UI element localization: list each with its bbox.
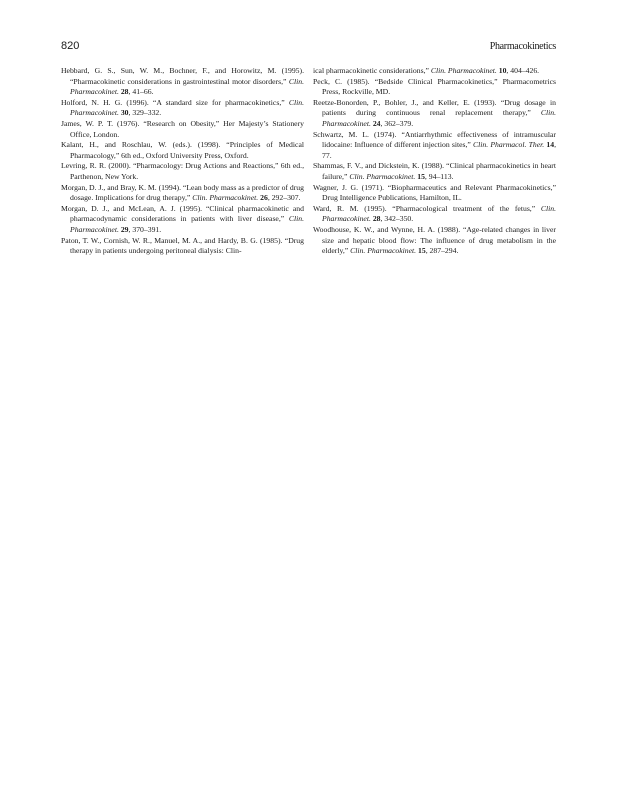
reference-text: James, W. P. T. (1976). “Research on Obesity,” Her Majesty’s Stationery Office, London. bbox=[61, 118, 304, 139]
reference-journal: Clin. Pharmacokinet. bbox=[70, 76, 304, 97]
reference-pages: , 94–113. bbox=[424, 171, 454, 181]
reference-journal: Clin. Pharmacokinet. bbox=[349, 171, 416, 181]
reference-entry bbox=[61, 236, 304, 257]
reference-pages: , 287–294. bbox=[425, 246, 459, 256]
reference-entry bbox=[61, 66, 304, 98]
reference-text: ical pharmacokinetic considerations,” bbox=[313, 66, 431, 75]
reference-entry bbox=[61, 98, 304, 119]
reference-text: Shammas, F. V., and Dickstein, K. (1988). “Clinical pharmacokinetics in heart failure,” bbox=[313, 161, 556, 181]
reference-entry bbox=[61, 119, 304, 140]
reference-text: Morgan, D. J., and McLean, A. J. (1995). “Clinical pharmacokinetic and pharmacodynamic considerations in patients with liver disease,” bbox=[61, 203, 304, 224]
reference-pages: , 329–332. bbox=[128, 108, 162, 118]
reference-text: Morgan, D. J., and Bray, K. M. (1994). “Lean body mass as a predictor of drug dosage. Implications for drug therapy,” bbox=[61, 182, 304, 203]
reference-text: Paton, T. W., Cornish, W. R., Manuel, M. A., and Hardy, B. G. (1985). “Drug therapy in patients undergoing peritoneal dialysis: Clin- bbox=[61, 235, 304, 256]
reference-journal: Clin. Pharmacokinet. bbox=[430, 66, 497, 75]
reference-pages: , 292–307. bbox=[267, 193, 301, 203]
reference-pages: , 404–426. bbox=[506, 66, 540, 75]
reference-volume: 24 bbox=[372, 118, 381, 128]
reference-volume: 15 bbox=[418, 246, 426, 256]
reference-volume: 14 bbox=[546, 140, 555, 150]
reference-text: Peck, C. (1985). “Bedside Clinical Pharmacokinetics,” Pharmacometrics Press, Rockville, MD. bbox=[313, 76, 556, 97]
reference-entry bbox=[61, 204, 304, 236]
page-number: 820 bbox=[61, 40, 80, 52]
reference-entry bbox=[61, 161, 304, 182]
reference-text: Schwartz, M. L. (1974). “Antiarrhythmic effectiveness of intramuscular lidocaine: Influence of different injection sites,” bbox=[313, 129, 556, 150]
reference-text: Woodhouse, K. W., and Wynne, H. A. (1988). “Age-related changes in liver size and hepatic blood flow: The influence of drug metabolism in the elderly,” bbox=[313, 224, 556, 256]
reference-journal: Clin. Pharmacokinet. bbox=[70, 214, 304, 234]
reference-journal: Clin. Pharmacol. Ther. bbox=[473, 140, 545, 150]
reference-pages: , 342–350. bbox=[380, 214, 414, 224]
reference-entry bbox=[313, 161, 556, 182]
reference-journal: Clin. Pharmacokinet. bbox=[322, 203, 556, 224]
reference-entry bbox=[313, 130, 556, 162]
reference-volume: 29 bbox=[120, 224, 129, 234]
reference-pages: , 41–66. bbox=[128, 87, 154, 97]
reference-text: Reetze-Bonorden, P., Bohler, J., and Keller, E. (1993). “Drug dosage in patients during continuous renal replacement therapy,” bbox=[313, 97, 556, 118]
reference-text: Kalant, H., and Roschlau, W. (eds.). (1998). “Principles of Medical Pharmacology,” 6th ed., Oxford University Press, Oxford. bbox=[61, 140, 304, 160]
references-left-column bbox=[61, 66, 304, 257]
reference-volume: 28 bbox=[372, 214, 381, 224]
reference-journal: Clin. Pharmacokinet. bbox=[192, 193, 259, 203]
reference-text: Hebbard, G. S., Sun, W. M., Bochner, F., and Horowitz, M. (1995). “Pharmacokinetic considerations in gastrointestinal motor disorders,” bbox=[61, 66, 304, 86]
reference-pages: , 370–391. bbox=[128, 224, 162, 234]
reference-volume: 10 bbox=[498, 66, 507, 75]
reference-entry bbox=[61, 183, 304, 204]
reference-entry bbox=[313, 183, 556, 204]
reference-entry bbox=[313, 77, 556, 98]
references-right-column bbox=[313, 66, 556, 257]
reference-entry bbox=[313, 98, 556, 130]
reference-journal: Clin. Pharmacokinet. bbox=[350, 246, 417, 256]
reference-entry bbox=[313, 66, 556, 77]
running-head: Pharmacokinetics bbox=[489, 41, 556, 52]
reference-text: Levring, R. R. (2000). “Pharmacology: Drug Actions and Reactions,” 6th ed., Parthenon, New York. bbox=[61, 161, 304, 181]
reference-journal: Clin. Pharmacokinet. bbox=[70, 97, 304, 118]
reference-entry bbox=[313, 225, 556, 257]
reference-pages: , 77. bbox=[322, 140, 557, 160]
reference-entry bbox=[61, 140, 304, 161]
reference-volume: 30 bbox=[120, 108, 129, 118]
reference-text: Holford, N. H. G. (1996). “A standard size for pharmacokinetics,” bbox=[61, 97, 289, 107]
reference-entry bbox=[313, 204, 556, 225]
reference-pages: , 362–379. bbox=[380, 118, 414, 128]
reference-journal: Clin. Pharmacokinet. bbox=[322, 108, 556, 128]
reference-text: Wagner, J. G. (1971). “Biopharmaceutics and Relevant Pharmacokinetics,” Drug Intelligence Publications, Hamilton, IL. bbox=[313, 182, 556, 203]
reference-volume: 26 bbox=[260, 193, 268, 203]
reference-volume: 15 bbox=[417, 171, 425, 181]
reference-volume: 28 bbox=[120, 87, 129, 97]
reference-text: Ward, R. M. (1995). “Pharmacological treatment of the fetus,” bbox=[313, 203, 541, 213]
